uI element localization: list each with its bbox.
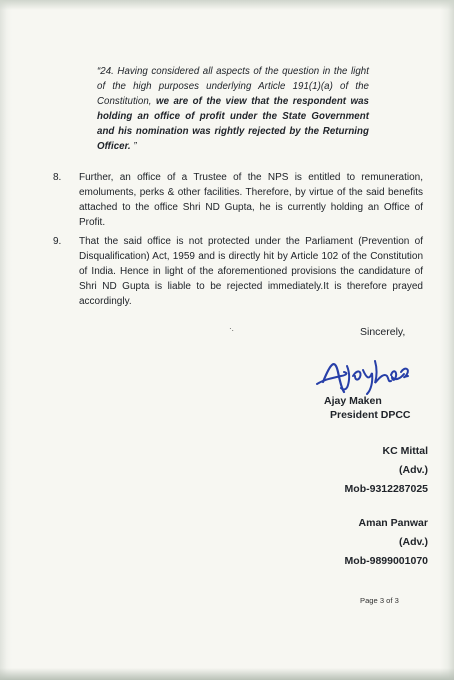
contact-aman-panwar	[324, 516, 428, 573]
contact-kc-mittal	[324, 444, 428, 501]
signatory-title: President DPCC	[330, 409, 411, 421]
stray-ink-mark: ·.	[229, 324, 234, 333]
contact-mobile: Mob-9899001070	[344, 555, 428, 567]
paragraph-text: Further, an office of a Trustee of the NPS is entitled to remuneration, emoluments, perks & other facilities. Therefore, by virtue of the said benefits attached to the office Shri ND Gupta, he is currently holding an Office of Profit.	[79, 172, 423, 229]
quote-normal-text: “24. Having considered all aspects of the question in the light of the high purposes underlying Article 191(1)(a) of the Constitution,	[97, 66, 369, 107]
quote-bold-text: we are of the view that the respondent was holding an office of profit under the State Government and his nomination was rightly rejected by the Returning Officer.	[97, 96, 369, 152]
paper-bottom-shadow	[0, 668, 454, 680]
handwritten-signature-icon	[313, 354, 413, 396]
signatory-name: Ajay Maken	[324, 395, 382, 407]
paragraph-text: That the said office is not protected under the Parliament (Prevention of Disqualification) Act, 1959 and is directly hit by Article 102 of the Constitution of India. Hence in light of the aforementioned provisions the candidature of Shri ND Gupta is liable to be rejected immediately.It is therefore prayed accordingly.	[79, 236, 423, 308]
page-number: Page 3 of 3	[360, 596, 399, 605]
contact-designation: (Adv.)	[399, 464, 428, 476]
closing-salutation: Sincerely,	[360, 326, 406, 338]
quote-closing-mark: ”	[133, 141, 137, 152]
quoted-judgment	[97, 64, 369, 154]
contact-mobile: Mob-9312287025	[344, 483, 428, 495]
paper-top-shadow	[0, 0, 454, 10]
paragraph-number: 8.	[53, 172, 62, 183]
contact-designation: (Adv.)	[399, 536, 428, 548]
paragraph-number: 9.	[53, 236, 62, 247]
contact-name: Aman Panwar	[358, 517, 428, 529]
contact-name: KC Mittal	[382, 445, 428, 457]
